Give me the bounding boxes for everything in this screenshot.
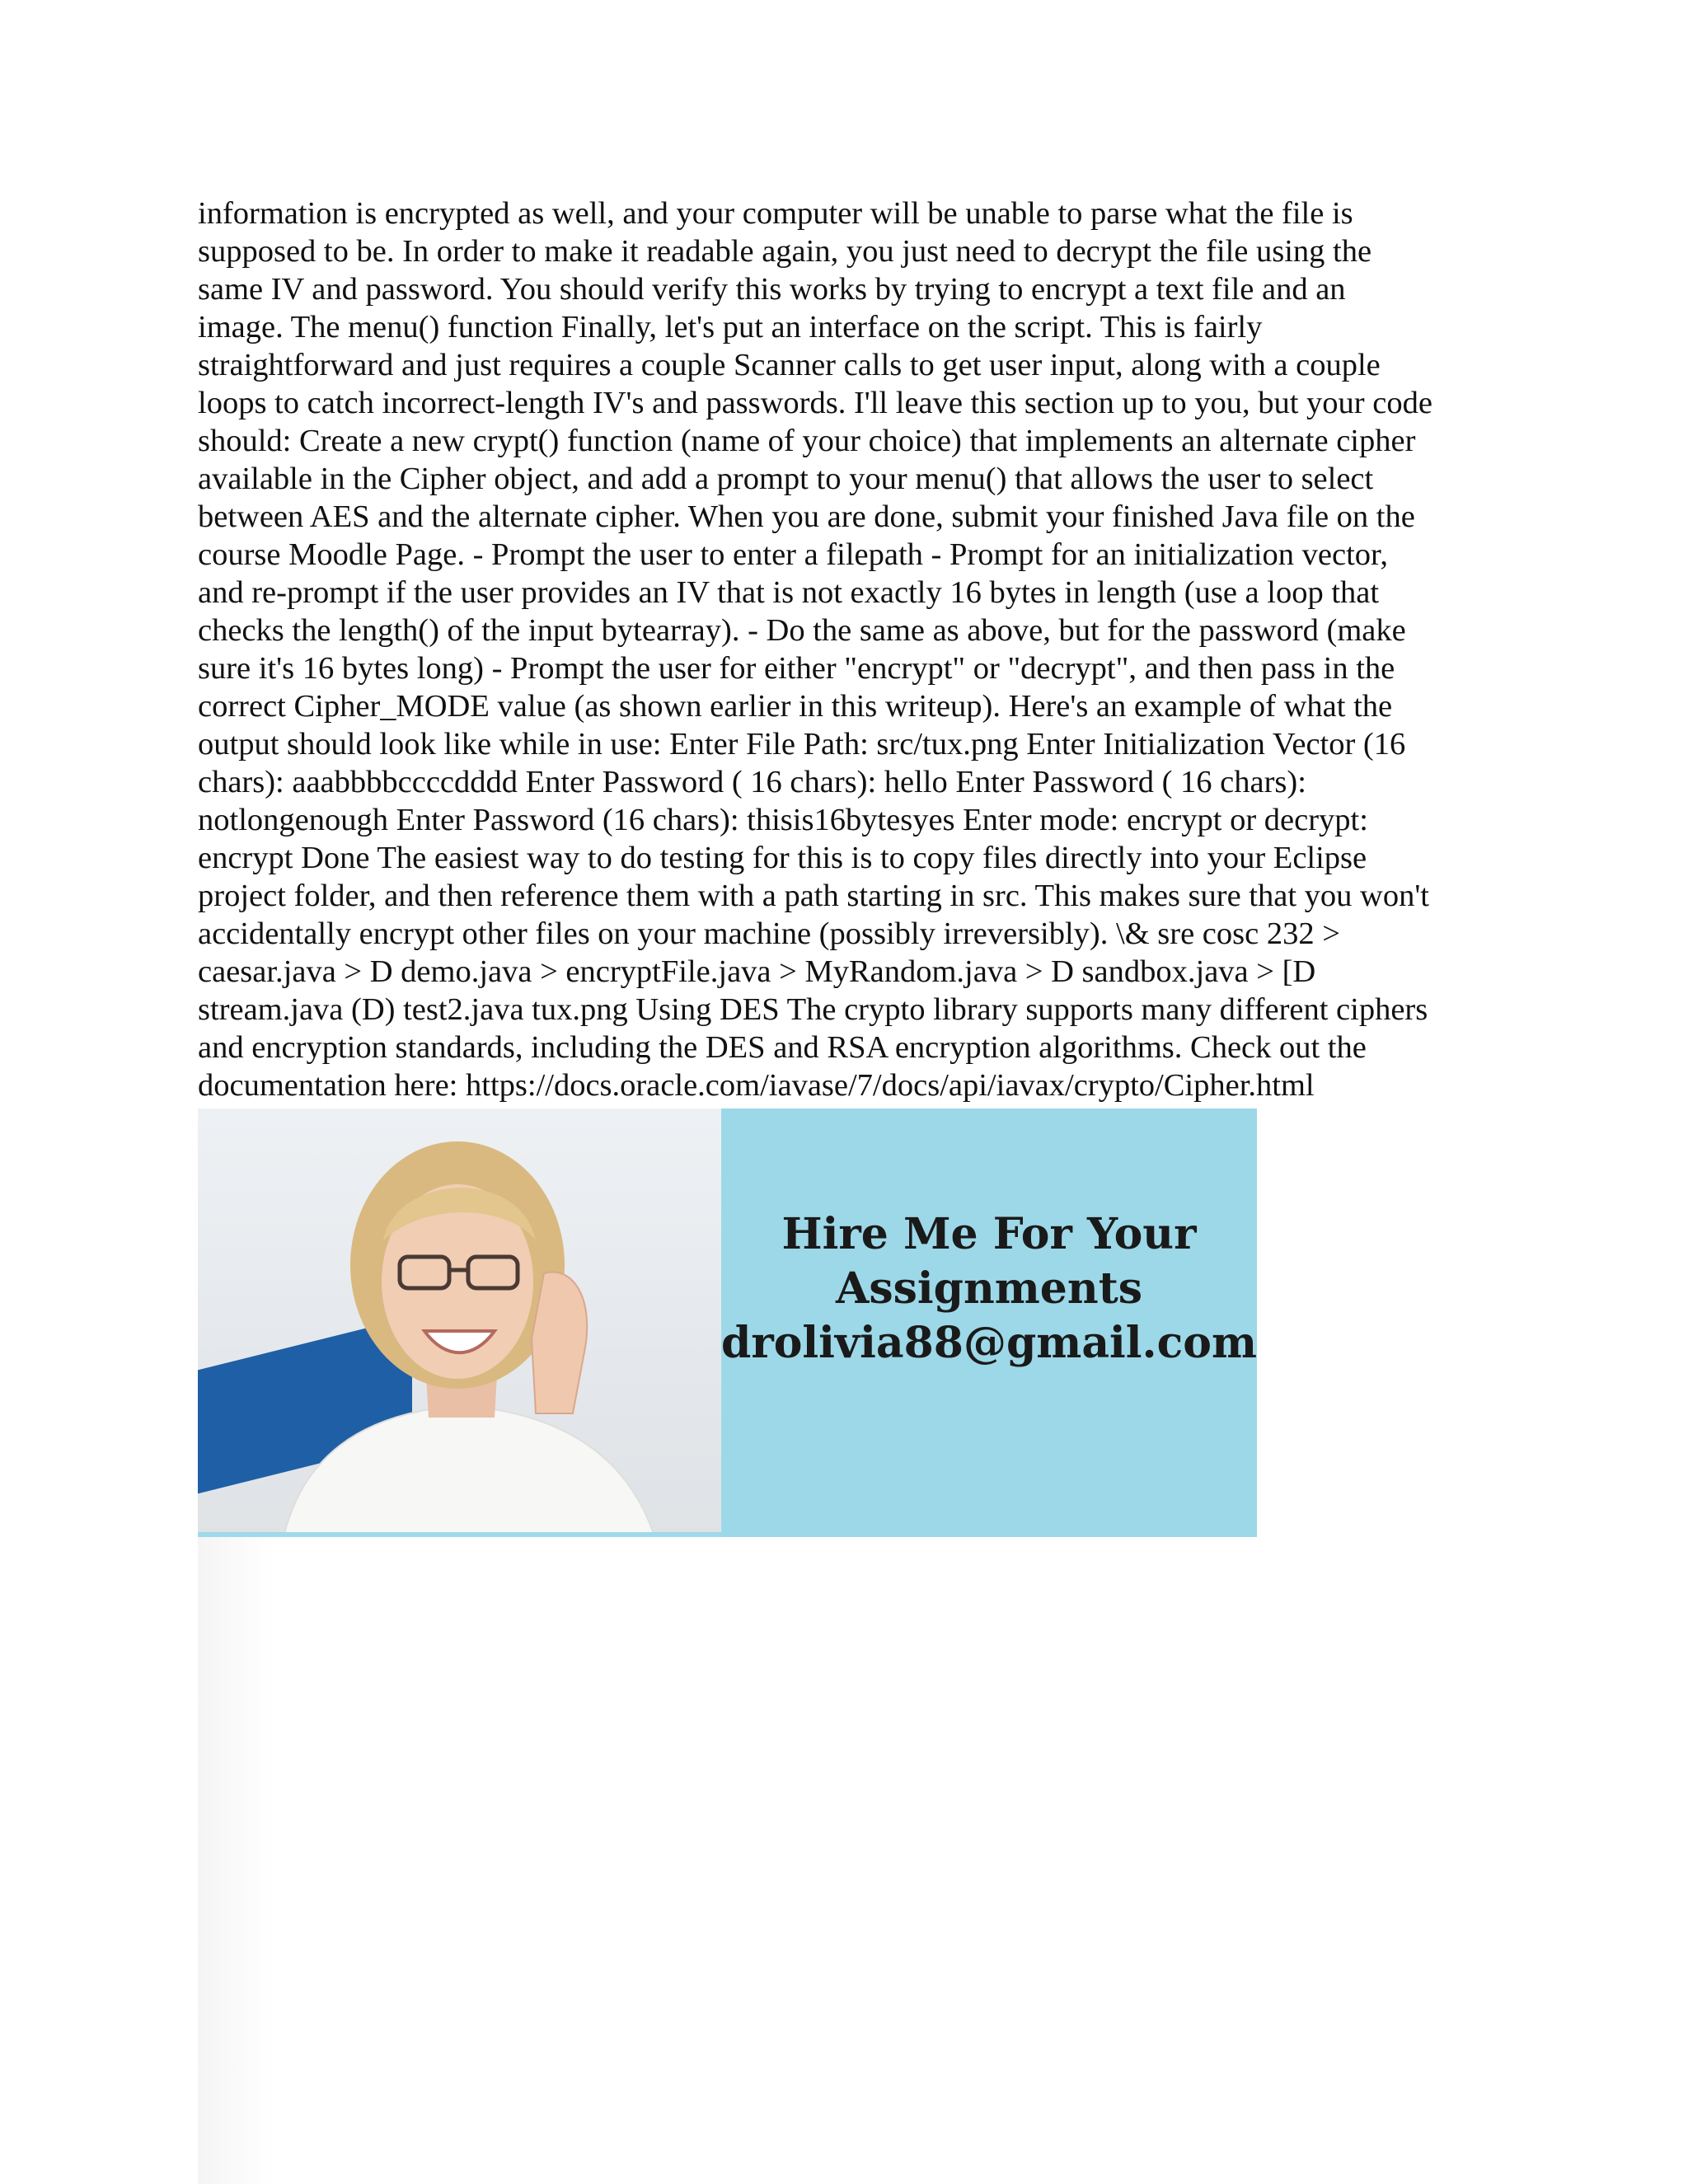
ad-headline-line-2: Assignments [835,1263,1142,1314]
text-line: project folder, and then reference them with a path starting in src. This makes sure that you won't [198,879,1429,913]
text-line: correct Cipher_MODE value (as shown earlier in this writeup). Here's an example of what the [198,689,1393,724]
text-line: accidentally encrypt other files on your machine (possibly irreversibly). \& sre cosc 232 > [198,916,1340,951]
text-line: stream.java (D) test2.java tux.png Using DES The crypto library supports many different ciphers [198,992,1428,1027]
text-line: between AES and the alternate cipher. When you are done, submit your finished Java file on the [198,499,1415,534]
text-line: and re-prompt if the user provides an IV that is not exactly 16 bytes in length (use a loop that [198,575,1380,610]
ad-contact-email: drolivia88@gmail.com [720,1318,1257,1368]
advertisement-text [721,1207,1257,1371]
advertisement-banner [198,1108,1257,1537]
document-body-text [198,194,1500,1104]
text-line: caesar.java > D demo.java > encryptFile.java > MyRandom.java > D sandbox.java > [D [198,954,1316,989]
text-line: output should look like while in use: Enter File Path: src/tux.png Enter Initialization Vector (16 [198,727,1406,762]
person-illustration [247,1141,676,1537]
text-line: and encryption standards, including the DES and RSA encryption algorithms. Check out the [198,1030,1367,1065]
text-line: information is encrypted as well, and your computer will be unable to parse what the file is [198,196,1353,231]
text-line: sure it's 16 bytes long) - Prompt the user for either "encrypt" or "decrypt", and then pass in the [198,651,1395,686]
ad-headline-line-1: Hire Me For Your [781,1209,1197,1259]
text-line: loops to catch incorrect-length IV's and passwords. I'll leave this section up to you, but your code [198,386,1432,420]
text-line: supposed to be. In order to make it readable again, you just need to decrypt the file using the [198,234,1372,269]
text-line: chars): aaabbbbccccdddd Enter Password ( 16 chars): hello Enter Password ( 16 chars): [198,765,1306,799]
text-line: should: Create a new crypt() function (name of your choice) that implements an alternate cipher [198,424,1416,458]
text-line: same IV and password. You should verify this works by trying to encrypt a text file and an [198,272,1346,307]
text-line: straightforward and just requires a couple Scanner calls to get user input, along with a couple [198,348,1381,382]
woman-with-glasses-photo [198,1108,721,1537]
text-line: image. The menu() function Finally, let's put an interface on the script. This is fairly [198,310,1263,344]
text-line: encrypt Done The easiest way to do testing for this is to copy files directly into your Eclipse [198,841,1367,875]
photo-bottom-border [198,1532,721,1537]
text-line: checks the length() of the input bytearray). - Do the same as above, but for the password (make [198,613,1406,648]
text-line: documentation here: https://docs.oracle.com/iavase/7/docs/api/iavax/crypto/Cipher.html [198,1068,1315,1103]
text-line: available in the Cipher object, and add a prompt to your menu() that allows the user to select [198,462,1374,496]
text-line: notlongenough Enter Password (16 chars): thisis16bytesyes Enter mode: encrypt or decrypt: [198,803,1368,837]
text-line: course Moodle Page. - Prompt the user to enter a filepath - Prompt for an initialization vector, [198,537,1388,572]
scan-edge-shadow [198,1537,276,2184]
advertisement-text-panel [721,1108,1257,1537]
